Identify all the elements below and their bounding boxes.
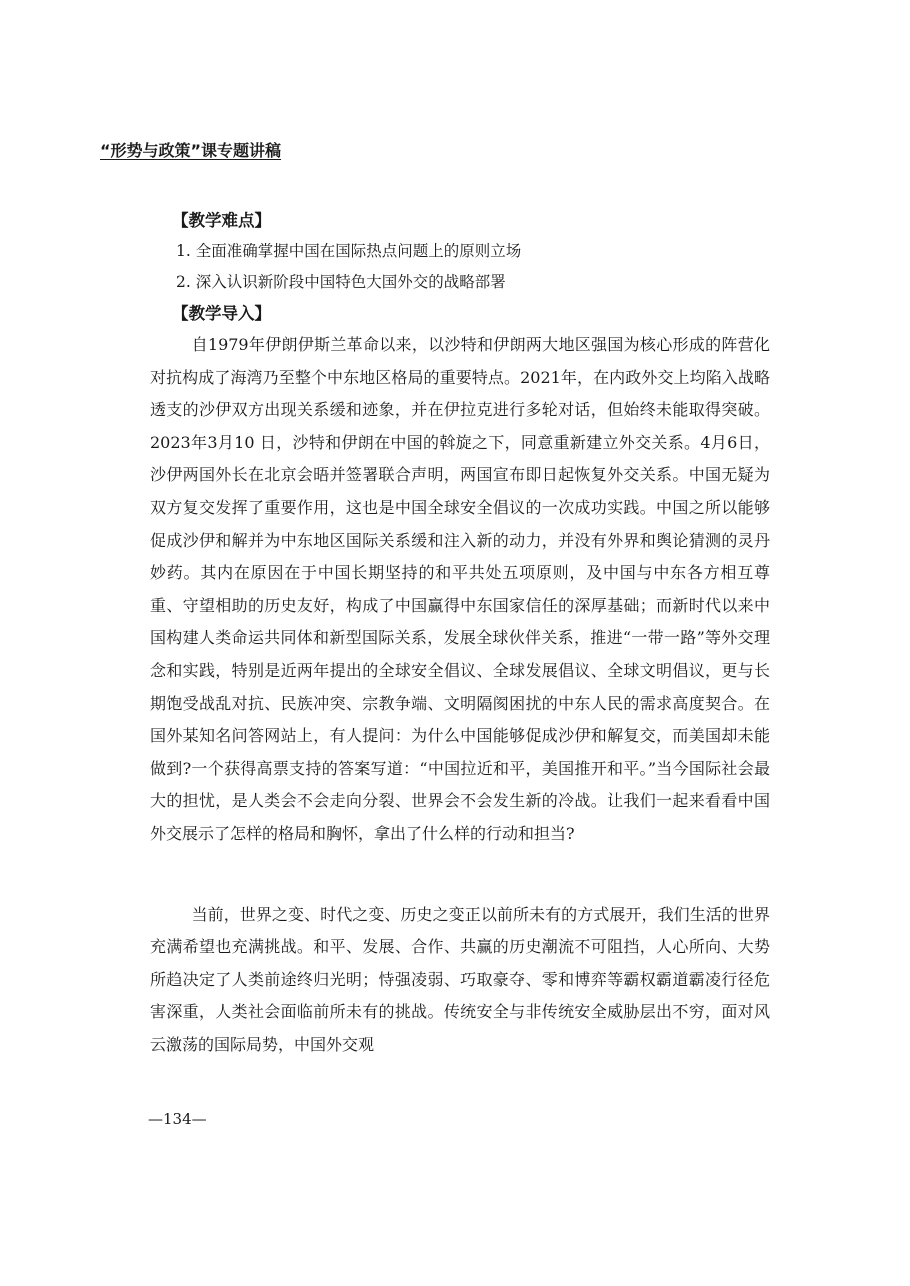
difficulty-item-2: 2. 深入认识新阶段中国特色大国外交的战略部署 bbox=[176, 273, 506, 291]
intro-paragraph: 自1979年伊朗伊斯兰革命以来，以沙特和伊朗两大地区强国为核心形成的阵营化对抗构成了海湾乃至整个中东地区格局的重要特点。2021年，在内政外交上均陷入战略透支的沙伊双方出现关系缓和迹象，并在伊拉克进行多轮对话，但始终未能取得突破。2023年3月10 日，沙特和伊朗在中国的斡旋之下，同意重新建立外交关系。4月6日，沙伊两国外长在北京会晤并签署联合声明，两国宣布即日起恢复外交关系。中国无疑为双方复交发挥了重要作用，这也是中国全球安全倡议的一次成功实践。中国之所以能够促成沙伊和解并为中东地区国际关系缓和注入新的动力，并没有外界和舆论猜测的灵丹妙药。其内在原因在于中国长期坚持的和平共处五项原则，及中国与中东各方相互尊重、守望相助的历史友好，构成了中国赢得中东国家信任的深厚基础；而新时代以来中国构建人类命运共同体和新型国际关系，发展全球伙伴关系，推进“一带一路”等外交理念和实践，特别是近两年提出的全球安全倡议、全球发展倡议、全球文明倡议，更与长期饱受战乱对抗、民族冲突、宗教争端、文明隔阂困扰的中东人民的需求高度契合。在国外某知名问答网站上，有人提问：为什么中国能够促成沙伊和解复交，而美国却未能做到?一个获得高票支持的答案写道：“中国拉近和平，美国推开和平。”当今国际社会最大的担忧，是人类会不会走向分裂、世界会不会发生新的冷战。让我们一起来看看中国外交展示了怎样的格局和胸怀，拿出了什么样的行动和担当? bbox=[150, 335, 770, 843]
section-title-difficulty: 【教学难点】 bbox=[172, 211, 271, 230]
running-header: “形势与政策”课专题讲稿 bbox=[100, 141, 282, 160]
section-title-intro: 【教学导入】 bbox=[172, 304, 271, 323]
page-content bbox=[150, 205, 770, 1061]
difficulty-item-1: 1. 全面准确掌握中国在国际热点问题上的原则立场 bbox=[176, 242, 522, 260]
body-paragraph: 当前，世界之变、时代之变、历史之变正以前所未有的方式展开，我们生活的世界充满希望也充满挑战。和平、发展、合作、共赢的历史潮流不可阻挡，人心所向、大势所趋决定了人类前途终归光明；恃强凌弱、巧取豪夺、零和博弈等霸权霸道霸凌行径危害深重，人类社会面临前所未有的挑战。传统安全与非传统安全威胁层出不穷，面对风云激荡的国际局势，中国外交观 bbox=[150, 904, 770, 1054]
page-number: —134— bbox=[148, 1110, 207, 1128]
